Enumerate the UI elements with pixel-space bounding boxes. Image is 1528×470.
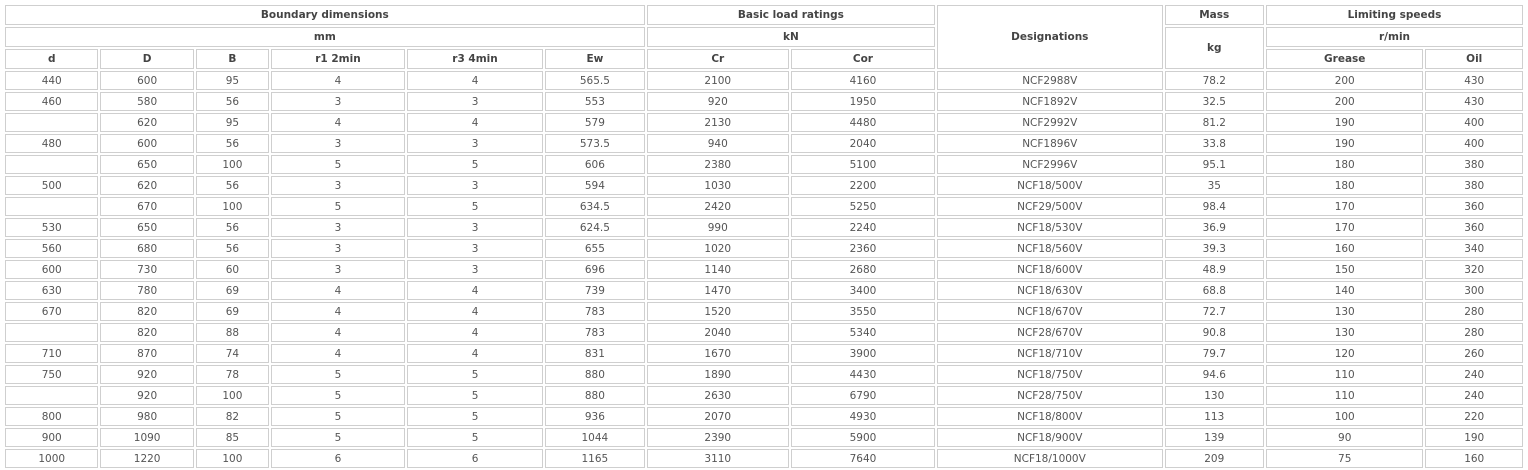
cell-designation: NCF29/500V — [937, 197, 1162, 216]
cell-D: 600 — [100, 134, 193, 153]
cell-r3-4min: 5 — [407, 407, 543, 426]
cell-mass: 90.8 — [1165, 323, 1265, 342]
cell-D: 1090 — [100, 428, 193, 447]
cell-grease: 90 — [1266, 428, 1423, 447]
table-row — [5, 281, 1523, 300]
cell-Cor: 3400 — [791, 281, 935, 300]
cell-grease: 180 — [1266, 155, 1423, 174]
cell-grease: 130 — [1266, 302, 1423, 321]
cell-designation: NCF18/710V — [937, 344, 1162, 363]
unit-mm: mm — [5, 27, 645, 47]
cell-r3-4min: 5 — [407, 386, 543, 405]
cell-Cor: 1950 — [791, 92, 935, 111]
cell-designation: NCF28/670V — [937, 323, 1162, 342]
cell-oil: 340 — [1425, 239, 1523, 258]
cell-oil: 360 — [1425, 218, 1523, 237]
cell-grease: 100 — [1266, 407, 1423, 426]
cell-d — [5, 323, 98, 342]
cell-Cor: 5340 — [791, 323, 935, 342]
cell-D: 920 — [100, 365, 193, 384]
cell-oil: 220 — [1425, 407, 1523, 426]
cell-B: 56 — [196, 92, 269, 111]
table-row — [5, 71, 1523, 90]
col-B: B — [196, 49, 269, 69]
table-row — [5, 218, 1523, 237]
cell-Cr: 2390 — [647, 428, 789, 447]
cell-r1-2min: 3 — [271, 260, 405, 279]
cell-r3-4min: 4 — [407, 344, 543, 363]
cell-d: 630 — [5, 281, 98, 300]
cell-D: 600 — [100, 71, 193, 90]
cell-Ew: 579 — [545, 113, 645, 132]
table-row — [5, 134, 1523, 153]
cell-d — [5, 386, 98, 405]
bearing-spec-table — [3, 3, 1525, 470]
cell-designation: NCF18/500V — [937, 176, 1162, 195]
cell-Cr: 920 — [647, 92, 789, 111]
cell-grease: 180 — [1266, 176, 1423, 195]
col-r1-2min: r1 2min — [271, 49, 405, 69]
cell-r3-4min: 3 — [407, 218, 543, 237]
cell-Ew: 655 — [545, 239, 645, 258]
cell-mass: 113 — [1165, 407, 1265, 426]
cell-Ew: 880 — [545, 386, 645, 405]
cell-Cor: 2240 — [791, 218, 935, 237]
cell-oil: 240 — [1425, 386, 1523, 405]
cell-oil: 240 — [1425, 365, 1523, 384]
cell-r3-4min: 3 — [407, 134, 543, 153]
cell-Ew: 783 — [545, 302, 645, 321]
cell-Cr: 990 — [647, 218, 789, 237]
header-basic-load-ratings: Basic load ratings — [647, 5, 935, 25]
cell-Ew: 606 — [545, 155, 645, 174]
cell-designation: NCF18/750V — [937, 365, 1162, 384]
cell-mass: 68.8 — [1165, 281, 1265, 300]
cell-d: 480 — [5, 134, 98, 153]
cell-Cr: 1670 — [647, 344, 789, 363]
cell-Cor: 3550 — [791, 302, 935, 321]
cell-Cr: 3110 — [647, 449, 789, 468]
table-body — [5, 71, 1523, 468]
cell-oil: 360 — [1425, 197, 1523, 216]
table-row — [5, 239, 1523, 258]
cell-Cor: 3900 — [791, 344, 935, 363]
cell-D: 670 — [100, 197, 193, 216]
cell-designation: NCF18/1000V — [937, 449, 1162, 468]
cell-Ew: 1044 — [545, 428, 645, 447]
table-row — [5, 428, 1523, 447]
cell-d: 560 — [5, 239, 98, 258]
cell-Cor: 6790 — [791, 386, 935, 405]
cell-Cr: 2070 — [647, 407, 789, 426]
cell-D: 620 — [100, 113, 193, 132]
header-mass: Mass — [1165, 5, 1265, 25]
cell-D: 580 — [100, 92, 193, 111]
cell-D: 620 — [100, 176, 193, 195]
cell-B: 69 — [196, 302, 269, 321]
cell-Cr: 940 — [647, 134, 789, 153]
cell-r1-2min: 4 — [271, 113, 405, 132]
cell-D: 980 — [100, 407, 193, 426]
cell-grease: 170 — [1266, 197, 1423, 216]
header-designations: Designations — [937, 5, 1162, 69]
cell-B: 56 — [196, 218, 269, 237]
cell-Cor: 4480 — [791, 113, 935, 132]
cell-Ew: 880 — [545, 365, 645, 384]
cell-grease: 130 — [1266, 323, 1423, 342]
cell-B: 100 — [196, 449, 269, 468]
cell-oil: 430 — [1425, 71, 1523, 90]
col-Cr: Cr — [647, 49, 789, 69]
cell-mass: 35 — [1165, 176, 1265, 195]
cell-mass: 36.9 — [1165, 218, 1265, 237]
cell-Cr: 2130 — [647, 113, 789, 132]
col-Ew: Ew — [545, 49, 645, 69]
cell-D: 1220 — [100, 449, 193, 468]
header-row-columns — [5, 49, 1523, 69]
cell-Ew: 634.5 — [545, 197, 645, 216]
cell-mass: 130 — [1165, 386, 1265, 405]
cell-r1-2min: 3 — [271, 218, 405, 237]
cell-d: 440 — [5, 71, 98, 90]
table-row — [5, 113, 1523, 132]
cell-r1-2min: 3 — [271, 92, 405, 111]
table-row — [5, 344, 1523, 363]
cell-designation: NCF2992V — [937, 113, 1162, 132]
cell-oil: 160 — [1425, 449, 1523, 468]
cell-Cr: 2380 — [647, 155, 789, 174]
cell-Ew: 573.5 — [545, 134, 645, 153]
cell-B: 69 — [196, 281, 269, 300]
cell-Cr: 1140 — [647, 260, 789, 279]
cell-Cr: 2420 — [647, 197, 789, 216]
cell-r1-2min: 4 — [271, 71, 405, 90]
cell-r3-4min: 4 — [407, 302, 543, 321]
cell-oil: 400 — [1425, 134, 1523, 153]
cell-designation: NCF28/750V — [937, 386, 1162, 405]
cell-D: 870 — [100, 344, 193, 363]
cell-B: 100 — [196, 155, 269, 174]
table-row — [5, 407, 1523, 426]
cell-B: 56 — [196, 134, 269, 153]
cell-Cr: 1470 — [647, 281, 789, 300]
table-row — [5, 92, 1523, 111]
cell-designation: NCF18/900V — [937, 428, 1162, 447]
cell-D: 680 — [100, 239, 193, 258]
cell-D: 820 — [100, 323, 193, 342]
table-row — [5, 176, 1523, 195]
cell-mass: 209 — [1165, 449, 1265, 468]
table-row — [5, 386, 1523, 405]
table-row — [5, 449, 1523, 468]
cell-mass: 72.7 — [1165, 302, 1265, 321]
col-Cor: Cor — [791, 49, 935, 69]
cell-B: 74 — [196, 344, 269, 363]
cell-Ew: 1165 — [545, 449, 645, 468]
cell-mass: 33.8 — [1165, 134, 1265, 153]
cell-grease: 170 — [1266, 218, 1423, 237]
header-limiting-speeds: Limiting speeds — [1266, 5, 1523, 25]
cell-grease: 200 — [1266, 71, 1423, 90]
cell-B: 95 — [196, 71, 269, 90]
cell-Cr: 2630 — [647, 386, 789, 405]
cell-r1-2min: 5 — [271, 407, 405, 426]
cell-grease: 110 — [1266, 386, 1423, 405]
cell-B: 85 — [196, 428, 269, 447]
cell-d — [5, 197, 98, 216]
cell-oil: 380 — [1425, 155, 1523, 174]
cell-Ew: 831 — [545, 344, 645, 363]
cell-Cor: 2680 — [791, 260, 935, 279]
cell-B: 60 — [196, 260, 269, 279]
cell-grease: 150 — [1266, 260, 1423, 279]
cell-d: 530 — [5, 218, 98, 237]
cell-d: 800 — [5, 407, 98, 426]
cell-designation: NCF18/670V — [937, 302, 1162, 321]
cell-Cor: 5250 — [791, 197, 935, 216]
cell-grease: 200 — [1266, 92, 1423, 111]
cell-r1-2min: 3 — [271, 134, 405, 153]
cell-mass: 95.1 — [1165, 155, 1265, 174]
cell-r1-2min: 3 — [271, 239, 405, 258]
cell-grease: 110 — [1266, 365, 1423, 384]
cell-r1-2min: 5 — [271, 386, 405, 405]
cell-oil: 190 — [1425, 428, 1523, 447]
cell-Cr: 1890 — [647, 365, 789, 384]
cell-designation: NCF18/600V — [937, 260, 1162, 279]
cell-oil: 300 — [1425, 281, 1523, 300]
cell-r1-2min: 5 — [271, 197, 405, 216]
header-boundary-dimensions: Boundary dimensions — [5, 5, 645, 25]
cell-r3-4min: 5 — [407, 365, 543, 384]
col-D: D — [100, 49, 193, 69]
table-row — [5, 197, 1523, 216]
cell-oil: 400 — [1425, 113, 1523, 132]
unit-kg: kg — [1165, 27, 1265, 69]
cell-d: 710 — [5, 344, 98, 363]
cell-grease: 160 — [1266, 239, 1423, 258]
cell-r1-2min: 4 — [271, 344, 405, 363]
col-r3-4min: r3 4min — [407, 49, 543, 69]
cell-grease: 190 — [1266, 134, 1423, 153]
cell-designation: NCF2988V — [937, 71, 1162, 90]
cell-r3-4min: 4 — [407, 323, 543, 342]
cell-B: 100 — [196, 197, 269, 216]
cell-oil: 260 — [1425, 344, 1523, 363]
cell-r1-2min: 3 — [271, 176, 405, 195]
cell-mass: 39.3 — [1165, 239, 1265, 258]
cell-designation: NCF18/630V — [937, 281, 1162, 300]
cell-mass: 78.2 — [1165, 71, 1265, 90]
cell-Ew: 624.5 — [545, 218, 645, 237]
cell-r3-4min: 3 — [407, 239, 543, 258]
cell-Ew: 783 — [545, 323, 645, 342]
cell-Cor: 7640 — [791, 449, 935, 468]
cell-r1-2min: 5 — [271, 428, 405, 447]
cell-d — [5, 155, 98, 174]
col-oil: Oil — [1425, 49, 1523, 69]
cell-designation: NCF18/800V — [937, 407, 1162, 426]
cell-designation: NCF18/560V — [937, 239, 1162, 258]
cell-Cor: 2360 — [791, 239, 935, 258]
cell-Cr: 1020 — [647, 239, 789, 258]
cell-mass: 94.6 — [1165, 365, 1265, 384]
cell-r1-2min: 5 — [271, 365, 405, 384]
header-row-units — [5, 27, 1523, 47]
cell-grease: 120 — [1266, 344, 1423, 363]
cell-oil: 280 — [1425, 323, 1523, 342]
cell-r3-4min: 3 — [407, 92, 543, 111]
cell-r1-2min: 6 — [271, 449, 405, 468]
cell-D: 780 — [100, 281, 193, 300]
cell-designation: NCF18/530V — [937, 218, 1162, 237]
cell-d: 500 — [5, 176, 98, 195]
cell-B: 88 — [196, 323, 269, 342]
cell-D: 820 — [100, 302, 193, 321]
cell-oil: 280 — [1425, 302, 1523, 321]
cell-Cr: 1520 — [647, 302, 789, 321]
table-row — [5, 260, 1523, 279]
cell-r3-4min: 6 — [407, 449, 543, 468]
cell-Cor: 5900 — [791, 428, 935, 447]
cell-Cor: 2200 — [791, 176, 935, 195]
cell-r1-2min: 4 — [271, 302, 405, 321]
cell-grease: 190 — [1266, 113, 1423, 132]
cell-d: 750 — [5, 365, 98, 384]
table-row — [5, 365, 1523, 384]
cell-r1-2min: 5 — [271, 155, 405, 174]
cell-B: 78 — [196, 365, 269, 384]
col-d: d — [5, 49, 98, 69]
cell-Ew: 553 — [545, 92, 645, 111]
cell-Cor: 5100 — [791, 155, 935, 174]
cell-oil: 320 — [1425, 260, 1523, 279]
cell-designation: NCF1896V — [937, 134, 1162, 153]
cell-r3-4min: 5 — [407, 197, 543, 216]
cell-D: 650 — [100, 155, 193, 174]
cell-r3-4min: 5 — [407, 155, 543, 174]
header-row-groups — [5, 5, 1523, 25]
cell-d: 670 — [5, 302, 98, 321]
cell-r3-4min: 4 — [407, 281, 543, 300]
cell-r3-4min: 3 — [407, 260, 543, 279]
cell-B: 95 — [196, 113, 269, 132]
cell-mass: 79.7 — [1165, 344, 1265, 363]
cell-Cr: 2040 — [647, 323, 789, 342]
cell-d: 460 — [5, 92, 98, 111]
cell-r1-2min: 4 — [271, 281, 405, 300]
cell-r3-4min: 4 — [407, 71, 543, 90]
cell-designation: NCF1892V — [937, 92, 1162, 111]
cell-B: 82 — [196, 407, 269, 426]
cell-B: 56 — [196, 176, 269, 195]
cell-Ew: 594 — [545, 176, 645, 195]
cell-grease: 75 — [1266, 449, 1423, 468]
cell-r3-4min: 5 — [407, 428, 543, 447]
cell-mass: 81.2 — [1165, 113, 1265, 132]
cell-D: 730 — [100, 260, 193, 279]
table-row — [5, 323, 1523, 342]
col-grease: Grease — [1266, 49, 1423, 69]
cell-mass: 139 — [1165, 428, 1265, 447]
cell-mass: 98.4 — [1165, 197, 1265, 216]
cell-Ew: 565.5 — [545, 71, 645, 90]
cell-grease: 140 — [1266, 281, 1423, 300]
unit-rmin: r/min — [1266, 27, 1523, 47]
cell-d — [5, 113, 98, 132]
cell-B: 56 — [196, 239, 269, 258]
cell-D: 650 — [100, 218, 193, 237]
cell-mass: 32.5 — [1165, 92, 1265, 111]
cell-Cor: 4430 — [791, 365, 935, 384]
cell-Cor: 2040 — [791, 134, 935, 153]
table-row — [5, 302, 1523, 321]
cell-r3-4min: 4 — [407, 113, 543, 132]
unit-kn: kN — [647, 27, 935, 47]
cell-mass: 48.9 — [1165, 260, 1265, 279]
table-header — [5, 5, 1523, 69]
cell-d: 600 — [5, 260, 98, 279]
table-row — [5, 155, 1523, 174]
cell-Cr: 2100 — [647, 71, 789, 90]
cell-oil: 380 — [1425, 176, 1523, 195]
cell-designation: NCF2996V — [937, 155, 1162, 174]
cell-B: 100 — [196, 386, 269, 405]
cell-r1-2min: 4 — [271, 323, 405, 342]
cell-D: 920 — [100, 386, 193, 405]
cell-oil: 430 — [1425, 92, 1523, 111]
cell-Ew: 936 — [545, 407, 645, 426]
cell-Cr: 1030 — [647, 176, 789, 195]
cell-Ew: 739 — [545, 281, 645, 300]
cell-d: 1000 — [5, 449, 98, 468]
cell-Cor: 4160 — [791, 71, 935, 90]
cell-r3-4min: 3 — [407, 176, 543, 195]
cell-d: 900 — [5, 428, 98, 447]
cell-Cor: 4930 — [791, 407, 935, 426]
cell-Ew: 696 — [545, 260, 645, 279]
